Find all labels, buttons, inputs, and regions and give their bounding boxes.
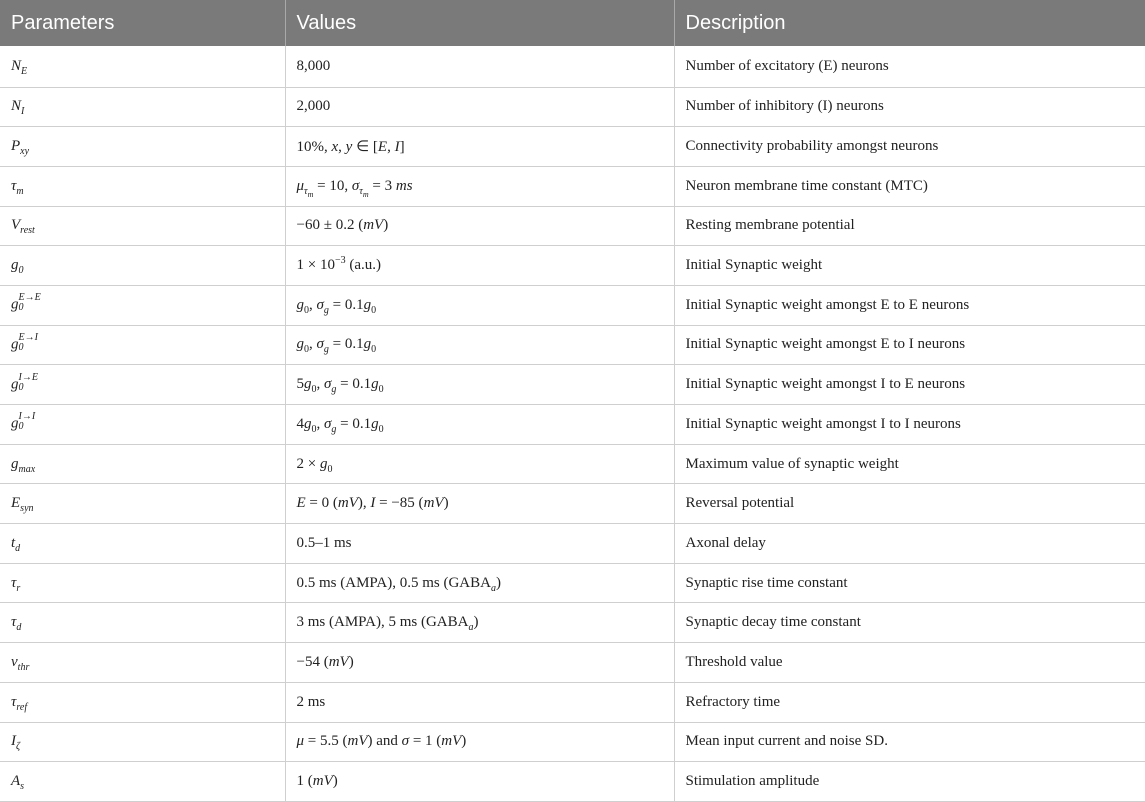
value-cell: −54 (mV) xyxy=(285,643,674,683)
description-cell: Synaptic decay time constant xyxy=(674,603,1145,643)
description-cell: Initial Synaptic weight amongst I to E neurons xyxy=(674,365,1145,405)
table-row xyxy=(0,444,1145,484)
param-cell: $g_{max}$ xyxy=(0,444,285,484)
param-cell: $E_{syn}$ xyxy=(0,484,285,524)
param-cell: $A_s$ xyxy=(0,762,285,802)
table-header xyxy=(0,0,1145,46)
description-cell: Reversal potential xyxy=(674,484,1145,524)
table-row xyxy=(0,722,1145,762)
description-cell: Maximum value of synaptic weight xyxy=(674,444,1145,484)
description-cell: Initial Synaptic weight amongst I to I neurons xyxy=(674,405,1145,445)
param-cell: gI→E 0 xyxy=(0,365,285,405)
table-row xyxy=(0,524,1145,564)
value-cell: $1 \times 10^{-3}$ (a.u.) xyxy=(285,246,674,286)
header-row xyxy=(0,0,1145,46)
table-row xyxy=(0,484,1145,524)
param-cell: $g_0$ xyxy=(0,246,285,286)
param-cell: gE→E 0 xyxy=(0,285,285,325)
param-cell: $\tau_r$ xyxy=(0,563,285,603)
description-cell: Axonal delay xyxy=(674,524,1145,564)
param-cell: $\tau_d$ xyxy=(0,603,285,643)
value-cell: $2 \times g_0$ xyxy=(285,444,674,484)
value-cell: $4g_0$, $\sigma_g = 0.1g_0$ xyxy=(285,405,674,445)
param-cell: $I_\zeta$ xyxy=(0,722,285,762)
description-cell: Resting membrane potential xyxy=(674,206,1145,246)
param-cell: $v_{thr}$ xyxy=(0,643,285,683)
description-cell: Connectivity probability amongst neurons xyxy=(674,127,1145,167)
table-row xyxy=(0,206,1145,246)
table-row xyxy=(0,762,1145,802)
description-cell: Initial Synaptic weight xyxy=(674,246,1145,286)
param-cell: gE→I 0 xyxy=(0,325,285,365)
table-row xyxy=(0,643,1145,683)
table-row xyxy=(0,87,1145,127)
table-row xyxy=(0,127,1145,167)
header-description: Description xyxy=(674,0,1145,46)
value-cell: $g_0$, $\sigma_g = 0.1g_0$ xyxy=(285,285,674,325)
description-cell: Number of excitatory (E) neurons xyxy=(674,46,1145,87)
param-cell: $\tau_m$ xyxy=(0,166,285,206)
description-cell: Refractory time xyxy=(674,682,1145,722)
value-cell: $5g_0$, $\sigma_g = 0.1g_0$ xyxy=(285,365,674,405)
description-cell: Number of inhibitory (I) neurons xyxy=(674,87,1145,127)
description-cell: Initial Synaptic weight amongst E to E neurons xyxy=(674,285,1145,325)
value-cell: $\mu_{\tau_m} = 10$, $\sigma_{\tau_m} = 3$ ms xyxy=(285,166,674,206)
param-cell: $V_{rest}$ xyxy=(0,206,285,246)
table-row xyxy=(0,405,1145,445)
table-row xyxy=(0,46,1145,87)
description-cell: Mean input current and noise SD. xyxy=(674,722,1145,762)
table-row xyxy=(0,563,1145,603)
header-values: Values xyxy=(285,0,674,46)
description-cell: Initial Synaptic weight amongst E to I neurons xyxy=(674,325,1145,365)
value-cell: 1 (mV) xyxy=(285,762,674,802)
value-cell: 3 ms (AMPA), 5 ms $(GABA_a)$ xyxy=(285,603,674,643)
table-row xyxy=(0,325,1145,365)
description-cell: Neuron membrane time constant (MTC) xyxy=(674,166,1145,206)
table-row xyxy=(0,166,1145,206)
value-cell: μ = 5.5 (mV) and σ = 1 (mV) xyxy=(285,722,674,762)
table-row xyxy=(0,246,1145,286)
description-cell: Synaptic rise time constant xyxy=(674,563,1145,603)
table-row xyxy=(0,603,1145,643)
value-cell: 0.5–1 ms xyxy=(285,524,674,564)
description-cell: Threshold value xyxy=(674,643,1145,683)
value-cell: 10%, x, y ∈ [E, I] xyxy=(285,127,674,167)
table-row xyxy=(0,682,1145,722)
param-cell: $N_I$ xyxy=(0,87,285,127)
value-cell: $g_0$, $\sigma_g = 0.1g_0$ xyxy=(285,325,674,365)
description-cell: Stimulation amplitude xyxy=(674,762,1145,802)
value-cell: E = 0 (mV), I = −85 (mV) xyxy=(285,484,674,524)
value-cell: 2 ms xyxy=(285,682,674,722)
value-cell: 2,000 xyxy=(285,87,674,127)
table-body xyxy=(0,46,1145,801)
table-row xyxy=(0,365,1145,405)
param-cell: gI→I 0 xyxy=(0,405,285,445)
value-cell: −60 ± 0.2 (mV) xyxy=(285,206,674,246)
param-cell: $t_d$ xyxy=(0,524,285,564)
param-cell: $\tau_{ref}$ xyxy=(0,682,285,722)
param-cell: $N_E$ xyxy=(0,46,285,87)
param-cell: $P_{xy}$ xyxy=(0,127,285,167)
table-row xyxy=(0,285,1145,325)
value-cell: 8,000 xyxy=(285,46,674,87)
header-parameters: Parameters xyxy=(0,0,285,46)
value-cell: 0.5 ms (AMPA), 0.5 ms $(GABA_a)$ xyxy=(285,563,674,603)
